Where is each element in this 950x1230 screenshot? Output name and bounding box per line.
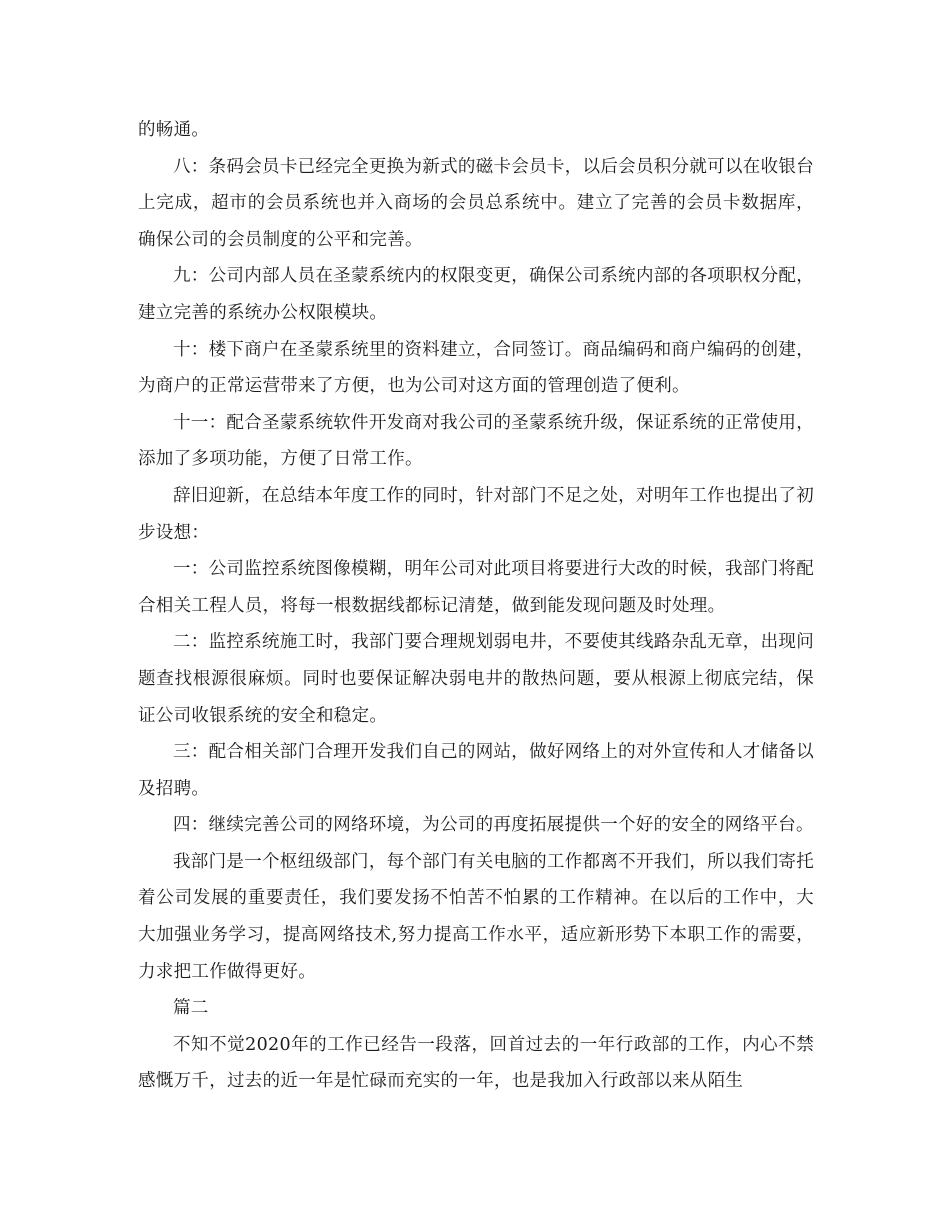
paragraph: 辞旧迎新，在总结本年度工作的同时，针对部门不足之处，对明年工作也提出了初步设想： <box>138 485 814 543</box>
document-page <box>138 112 814 1100</box>
paragraph: 一：公司监控系统图像模糊，明年公司对此项目将要进行大改的时候，我部门将配合相关工程人员，将每一根数据线都标记清楚，做到能发现问题及时处理。 <box>138 559 814 616</box>
paragraph: 十：楼下商户在圣蒙系统里的资料建立，合同签订。商品编码和商户编码的创建，为商户的正常运营带来了方便，也为公司对这方面的管理创造了便利。 <box>138 339 814 397</box>
paragraph: 的畅通。 <box>138 120 210 140</box>
paragraph: 二：监控系统施工时，我部门要合理规划弱电井，不要使其线路杂乱无章，出现问题查找根源很麻烦。同时也要保证解决弱电井的散热问题，要从根源上彻底完结，保证公司收银系统的安全和稳定。 <box>138 632 814 726</box>
paragraph: 十一：配合圣蒙系统软件开发商对我公司的圣蒙系统升级，保证系统的正常使用，添加了多项功能，方便了日常工作。 <box>138 412 814 470</box>
paragraph: 八：条码会员卡已经完全更换为新式的磁卡会员卡，以后会员积分就可以在收银台上完成，超市的会员系统也并入商场的会员总系统中。建立了完善的会员卡数据库，确保公司的会员制度的公平和完善。 <box>138 156 814 250</box>
paragraph: 四：继续完善公司的网络环境，为公司的再度拓展提供一个好的安全的网络平台。 <box>173 815 814 836</box>
paragraph: 不知不觉2020年的工作已经告一段落，回首过去的一年行政部的工作，内心不禁感慨万千，过去的近一年是忙碌而充实的一年，也是我加入行政部以来从陌生 <box>138 1034 814 1092</box>
paragraph: 三：配合相关部门合理开发我们自己的网站，做好网络上的对外宣传和人才储备以及招聘。 <box>138 742 814 799</box>
paragraph: 我部门是一个枢纽级部门，每个部门有关电脑的工作都离不开我们，所以我们寄托着公司发展的重要责任，我们要发扬不怕苦不怕累的工作精神。在以后的工作中，大大加强业务学习，提高网络技术,努力提高工作水平，适应新形势下本职工作的需要，力求把工作做得更好。 <box>138 851 814 982</box>
section-heading: 篇二 <box>173 998 209 1019</box>
paragraph: 九：公司内部人员在圣蒙系统内的权限变更，确保公司系统内部的各项职权分配，建立完善的系统办公权限模块。 <box>138 266 814 323</box>
